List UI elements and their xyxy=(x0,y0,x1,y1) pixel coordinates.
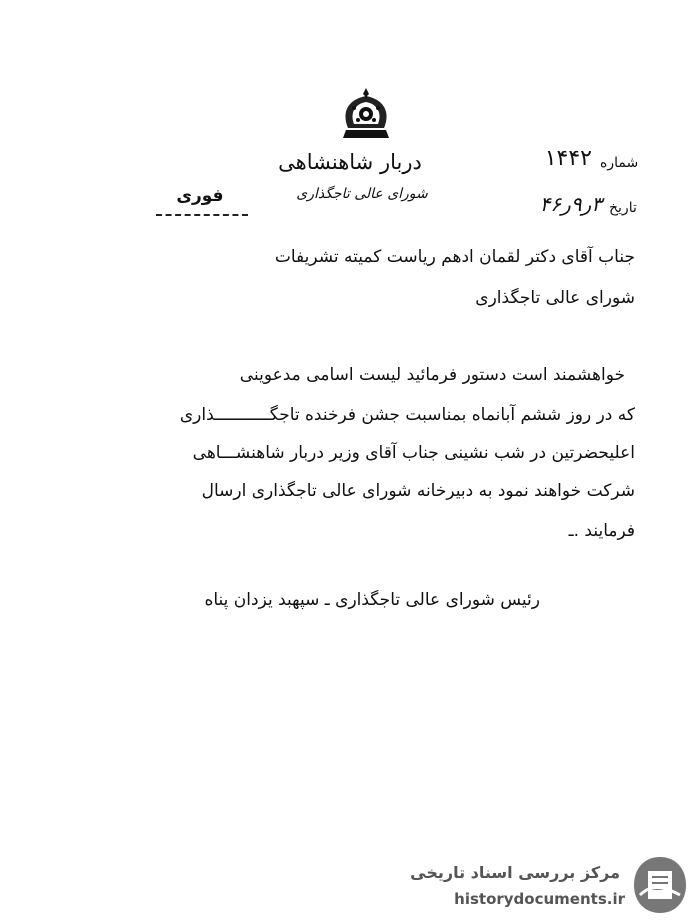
body-line-3: اعلیحضرتین در شب نشینی جناب آقای وزیر دربار شاهنشـــاهی xyxy=(192,443,635,463)
signature-line: رئیس شورای عالی تاجگذاری ـ سپهبد یزدان پناه xyxy=(204,590,540,610)
watermark-url: historydocuments.ir xyxy=(454,890,625,908)
council-subtitle: شورای عالی تاجگذاری xyxy=(296,186,428,202)
body-line-2: که در روز ششم آبانماه بمناسبت جشن فرخنده تاجگـــــــــــذاری xyxy=(179,405,635,425)
urgent-stamp: فوری xyxy=(176,186,224,206)
body-line-1: خواهشمند است دستور فرمائید لیست اسامی مدعوینی xyxy=(239,365,625,385)
archive-logo-icon xyxy=(632,855,688,915)
body-line-4: شرکت خواهند نمود به دبیرخانه شورای عالی تاجگذاری ارسال xyxy=(201,481,635,501)
number-label: شماره xyxy=(600,155,639,171)
date-label: تاریخ xyxy=(609,200,637,216)
urgent-underline xyxy=(156,214,248,216)
date-value: ۳ر۹ر۴۶ xyxy=(539,192,602,216)
court-title: دربار شاهنشاهی xyxy=(278,150,422,174)
number-value: ۱۴۴۲ xyxy=(544,146,592,171)
addressee-line-2: شورای عالی تاجگذاری xyxy=(475,288,635,308)
body-line-5: فرمایند .ـ xyxy=(568,521,635,541)
watermark-title: مرکز بررسی اسناد تاریخی xyxy=(410,863,620,882)
addressee-line-1: جناب آقای دکتر لقمان ادهم ریاست کمیته تشریفات xyxy=(274,247,635,267)
crown-emblem-icon xyxy=(336,86,396,142)
